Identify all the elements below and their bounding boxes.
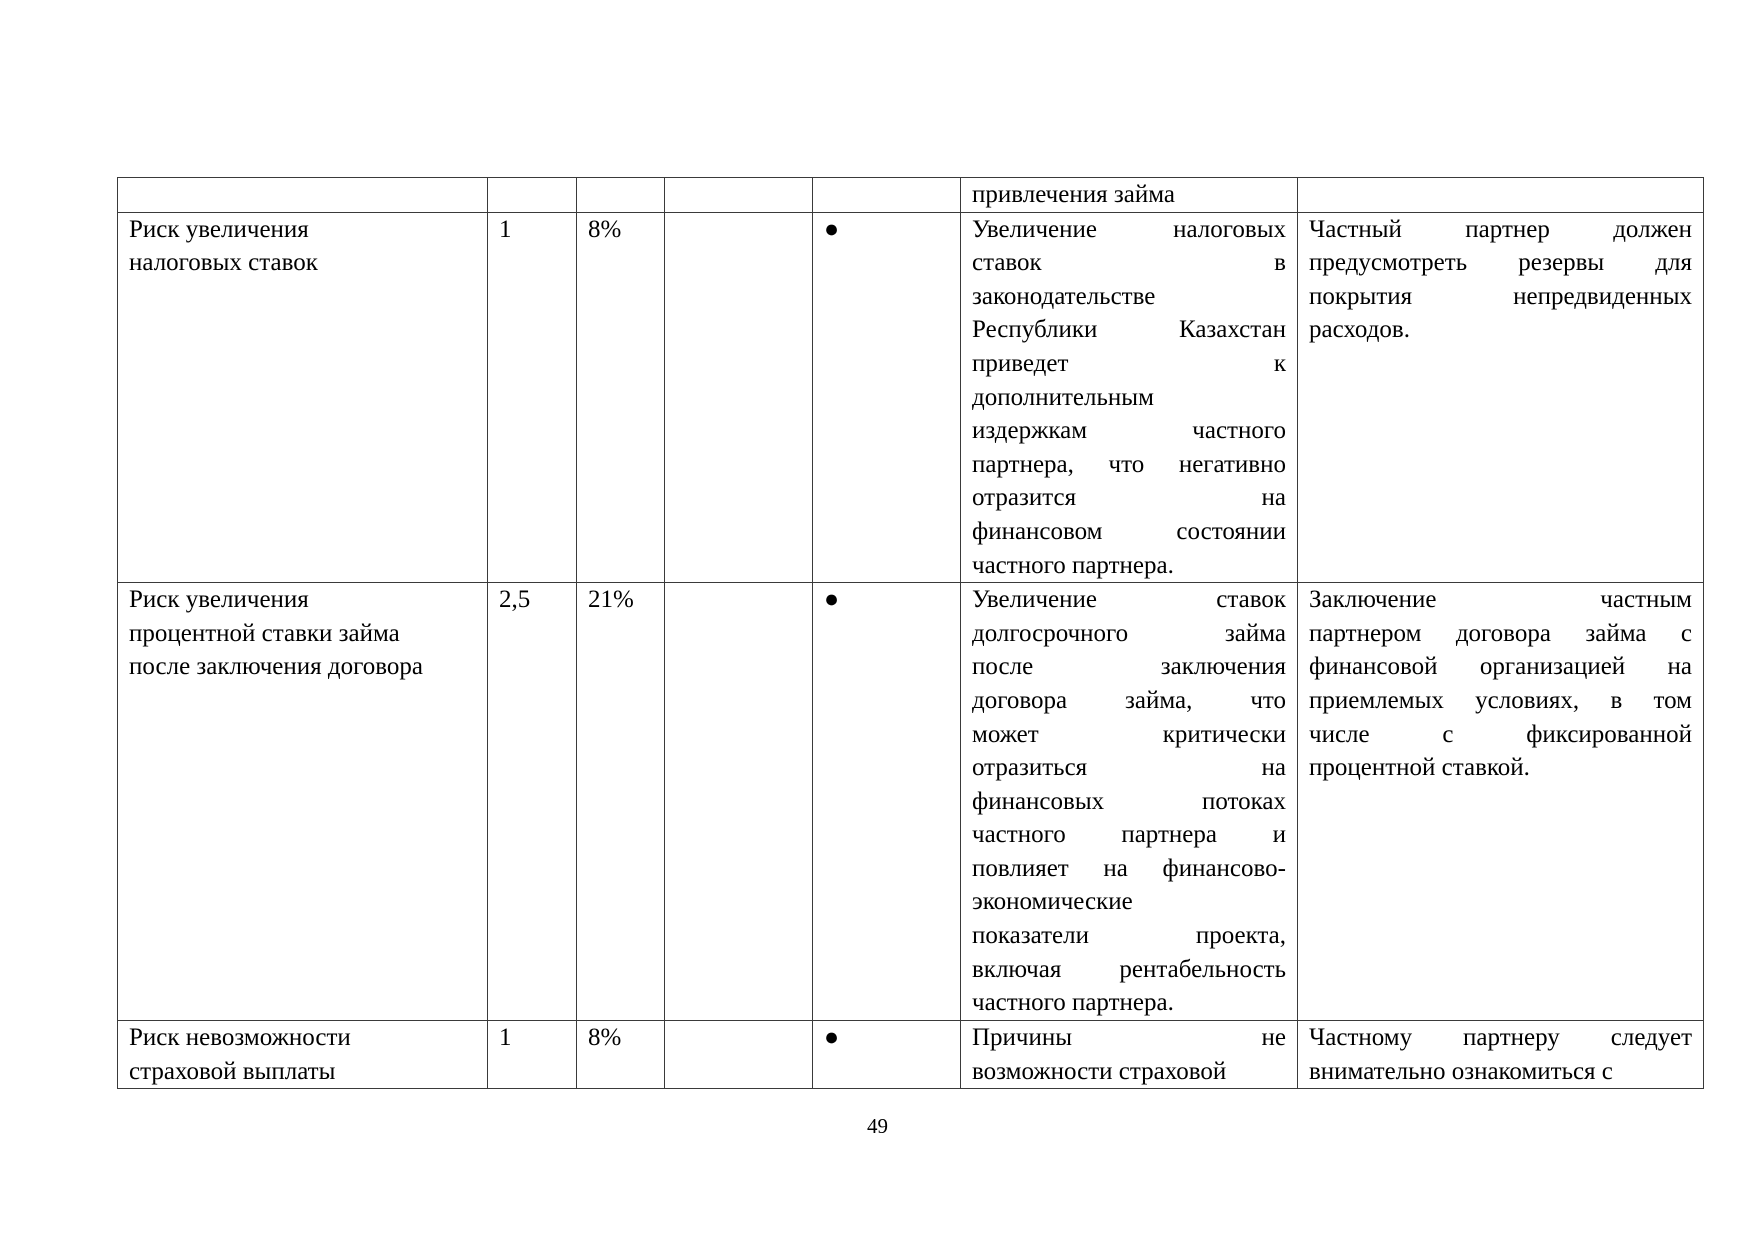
cell-risk (118, 212, 488, 583)
cell-line: экономические (972, 888, 1133, 916)
cell-score: 2,5 (488, 583, 577, 1021)
cell-description (961, 583, 1298, 1021)
cell-line: ставок в (972, 249, 1286, 277)
table-row (118, 1021, 1704, 1089)
cell-line: Увеличение ставок (972, 586, 1286, 614)
cell-line: Республики Казахстан (972, 316, 1286, 344)
cell-line: отразиться на (972, 754, 1286, 782)
cell-line: отразится на (972, 484, 1286, 512)
cell-line: частного партнера и (972, 821, 1286, 849)
cell-line: привлечения займа (972, 181, 1175, 208)
cell-mark: ● (813, 1021, 961, 1089)
cell-line: частного партнера. (972, 989, 1174, 1017)
cell-description (961, 212, 1298, 583)
cell-line: Заключение частным (1309, 586, 1692, 614)
cell-mitigation (1298, 583, 1704, 1021)
cell-line: после заключения (972, 653, 1286, 681)
cell-line: договора займа, что (972, 686, 1286, 714)
cell-mitigation (1298, 1021, 1704, 1089)
cell-col4 (665, 1021, 813, 1089)
cell-line: финансовом состоянии (972, 517, 1286, 545)
cell-risk (118, 583, 488, 1021)
cell-risk (118, 1021, 488, 1089)
cell-line: покрытия непредвиденных (1309, 282, 1692, 310)
cell-line: Частный партнер должен (1309, 215, 1692, 243)
page-number: 49 (867, 1114, 888, 1138)
cell-line: Причины не (972, 1024, 1286, 1052)
cell-line: показатели проекта, (972, 922, 1286, 950)
cell-line: партнером договора займа с (1309, 619, 1692, 647)
cell-mitigation (1298, 178, 1704, 213)
cell-line: долгосрочного займа (972, 619, 1286, 647)
cell-line: после заключения договора (129, 653, 423, 681)
cell-share: 21% (577, 583, 665, 1021)
cell-line: процентной ставкой. (1309, 754, 1530, 782)
cell-share: 8% (577, 212, 665, 583)
cell-line: Риск увеличения (129, 215, 309, 243)
cell-line: расходов. (1309, 316, 1410, 344)
cell-risk (118, 178, 488, 213)
cell-mark (813, 178, 961, 213)
cell-line: Риск увеличения (129, 586, 309, 614)
cell-col4 (665, 212, 813, 583)
cell-score: 1 (488, 212, 577, 583)
cell-line: страховой выплаты (129, 1057, 336, 1085)
cell-col4 (665, 583, 813, 1021)
table-row (118, 178, 1704, 213)
cell-line: дополнительным (972, 383, 1154, 411)
cell-score: 1 (488, 1021, 577, 1089)
cell-line: издержкам частного (972, 417, 1286, 445)
cell-share: 8% (577, 1021, 665, 1089)
cell-line: числе с фиксированной (1309, 720, 1692, 748)
cell-line: налоговых ставок (129, 249, 318, 277)
risk-table (117, 177, 1704, 1089)
cell-line: финансовых потоках (972, 787, 1286, 815)
cell-line: повлияет на финансово- (972, 854, 1286, 882)
cell-line: предусмотреть резервы для (1309, 249, 1692, 277)
cell-line: Частному партнеру следует (1309, 1024, 1692, 1052)
cell-mark: ● (813, 212, 961, 583)
cell-line: Риск невозможности (129, 1024, 351, 1052)
cell-line: партнера, что негативно (972, 450, 1286, 478)
cell-score (488, 178, 577, 213)
cell-mark: ● (813, 583, 961, 1021)
cell-line: процентной ставки займа (129, 619, 400, 647)
cell-col4 (665, 178, 813, 213)
cell-line: Увеличение налоговых (972, 215, 1286, 243)
cell-line: частного партнера. (972, 551, 1174, 579)
cell-line: приведет к (972, 349, 1286, 377)
cell-line: возможности страховой (972, 1057, 1227, 1085)
cell-description (961, 178, 1298, 213)
cell-line: включая рентабельность (972, 955, 1286, 983)
cell-mitigation (1298, 212, 1704, 583)
cell-line: финансовой организацией на (1309, 653, 1692, 681)
cell-line: может критически (972, 720, 1286, 748)
table-row (118, 583, 1704, 1021)
cell-line: приемлемых условиях, в том (1309, 686, 1692, 714)
cell-description (961, 1021, 1298, 1089)
table-row (118, 212, 1704, 583)
cell-share (577, 178, 665, 213)
cell-line: внимательно ознакомиться с (1309, 1057, 1613, 1085)
cell-line: законодательстве (972, 282, 1156, 310)
